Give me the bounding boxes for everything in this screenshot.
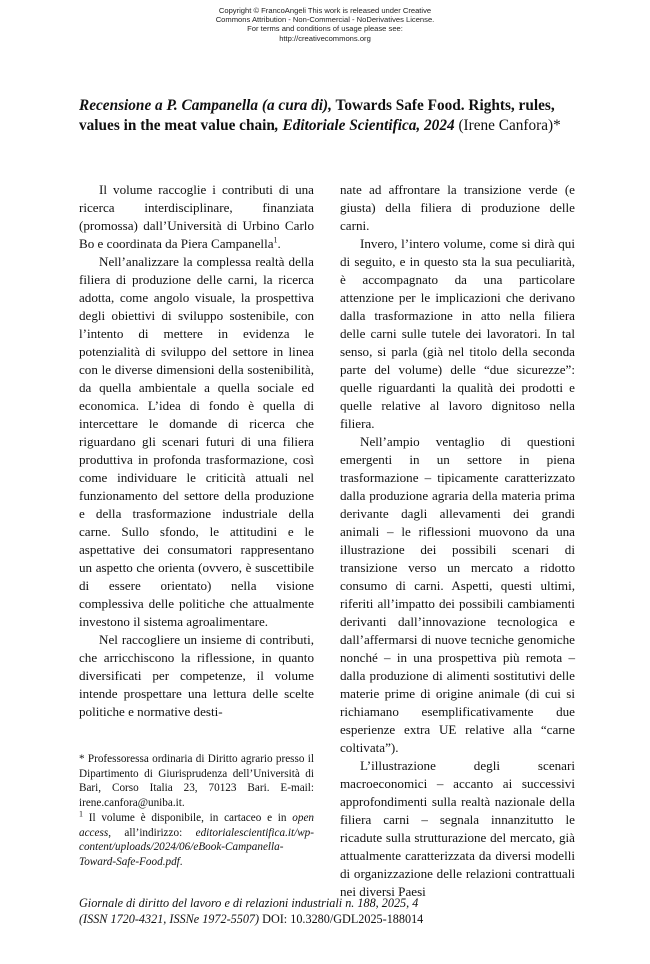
footnote-author: * Professoressa ordinaria di Diritto agrario presso il Dipartimento di Giurisprudenza dell’Università di Bari, Corso Italia 23, 70123 Bari. E-mail: irene.canfora@uniba.it. — [79, 753, 314, 809]
title-review-of: Recensione a P. Campanella (a cura di), — [79, 97, 332, 114]
journal-name: Giornale di diritto del lavoro e di relazioni industriali n. 188, 2025, 4 — [79, 896, 419, 910]
paragraph: Nell’analizzare la complessa realtà della filiera di produzione delle carni, la ricerca adotta, come angolo visuale, la prospettiva degli obiettivi di sviluppo sostenibile, con l’intento di mettere in evidenza le potenzialità di sviluppo del settore in linea con le diverse dimensioni della sostenibilità, da quella ambientale a quella sociale ed economica. L’idea di fondo è quella di intercettare le domande di ricerca che riguardano gli scenari futuri di una filiera produttiva in profonda trasformazione, così come individuare le criticità attuali nel funzionamento del settore della produzione e della trasformazione industriale della carne. Sullo sfondo, le attitudini e le aspettative dei consumatori rappresentano un aspetto che orienta (ovvero, è suscettibile di essere orientato) nella visione complessiva delle politiche che attualmente investono il sistema agroalimentare. — [79, 254, 314, 629]
footnotes — [79, 752, 314, 870]
copyright-line: For terms and conditions of usage please see: — [247, 24, 403, 34]
paragraph: Nell’ampio ventaglio di questioni emergenti in un settore in piena trasformazione – tipicamente caratterizzato dalla produzione agraria della materia prima derivante dagli allevamenti dei grandi animali – le riflessioni muovono da una illustrazione dei possibili scenari di transizione verso un mercato a ridotto consumo di carni. Aspetti, questi ultimi, riferiti all’impatto dei possibili cambiamenti derivanti dall’innovazione tecnologica e dall’affermarsi di nuove tecniche genomiche nonché – in una prospettiva più remota – dalla produzione di alimenti sostitutivi delle materie prime di origine animale (di cui si richiamano esemplificativamente due esperienze extra UE relative alla “carne coltivata”). — [340, 434, 575, 755]
copyright-notice — [0, 6, 650, 43]
paragraph: nate ad affrontare la transizione verde (e giusta) della filiera di produzione delle carni. — [340, 182, 575, 233]
paragraph: Invero, l’intero volume, come si dirà qui di seguito, e in questo sta la sua peculiarità, è accompagnato da una particolare attenzione per le implicazioni che derivano dalla trasformazione in atto nella filiera delle carni sulle tutele dei lavoratori. In tal senso, si parla (già nel titolo della seconda parte del volume) delle “due sicurezze”: quelle riguardanti la qualità dei prodotti e quelle relative al lavoro dignitoso nella filiera. — [340, 236, 575, 431]
title-book-name: Towards Safe Food. Rights, rules, values in the meat value chain — [79, 97, 555, 134]
footnote-text: Il volume è disponibile, in cartaceo e in — [83, 812, 293, 824]
footnote-text: . — [179, 855, 183, 868]
paragraph — [79, 181, 314, 253]
title-author: (Irene Canfora)* — [454, 117, 561, 134]
footnote-text: open access — [79, 812, 314, 839]
paragraph-text: Il volume raccoglie i contributi di una ricerca interdisciplinare, finanziata (promossa) dall’Università di Urbino Carlo Bo e coordinata da Piera Campanella — [79, 182, 314, 251]
article-title — [79, 96, 575, 136]
journal-footer — [79, 895, 579, 927]
copyright-line: Copyright © FrancoAngeli This work is released under Creative — [218, 6, 432, 15]
footnote-url: editorialescientifica.it/wp-content/uploads/2024/06/eBook-Campanella-Toward-Safe-Food.pdf — [79, 826, 314, 868]
footnote-1 — [79, 811, 314, 869]
paragraph-text: . — [277, 236, 281, 251]
left-column — [79, 181, 314, 721]
copyright-url: http://creativecommons.org — [279, 33, 371, 43]
footnote-text: , all’indirizzo: — [108, 826, 196, 839]
paragraph: Nel raccogliere un insieme di contributi, che arricchiscono la riflessione, in quanto diversificati per competenze, il volume intende prospettare una lettura delle scelte politiche e normative desti- — [79, 632, 314, 719]
journal-doi: DOI: 10.3280/GDL2025-188014 — [259, 912, 424, 926]
title-publisher: , Editoriale Scientifica, 2024 — [274, 117, 455, 134]
right-column — [340, 181, 575, 901]
journal-issn: (ISSN 1720-4321, ISSNe 1972-5507) — [79, 912, 260, 926]
footnote-ref: 1 — [273, 235, 278, 245]
copyright-line: Commons Attribution - Non-Commercial - NoDerivatives License. — [215, 15, 435, 25]
journal-issn-doi — [79, 911, 579, 927]
footnote-mark: 1 — [79, 809, 83, 819]
paragraph: L’illustrazione degli scenari macroeconomici – accanto ai successivi approfondimenti sulla realtà nazionale della filiera carni – segnala innanzitutto le ricadute sulla strutturazione del mercato, già attualmente caratterizzata da diversi modelli di organizzazione delle relazioni contrattuali nei diversi Paesi — [340, 758, 575, 899]
